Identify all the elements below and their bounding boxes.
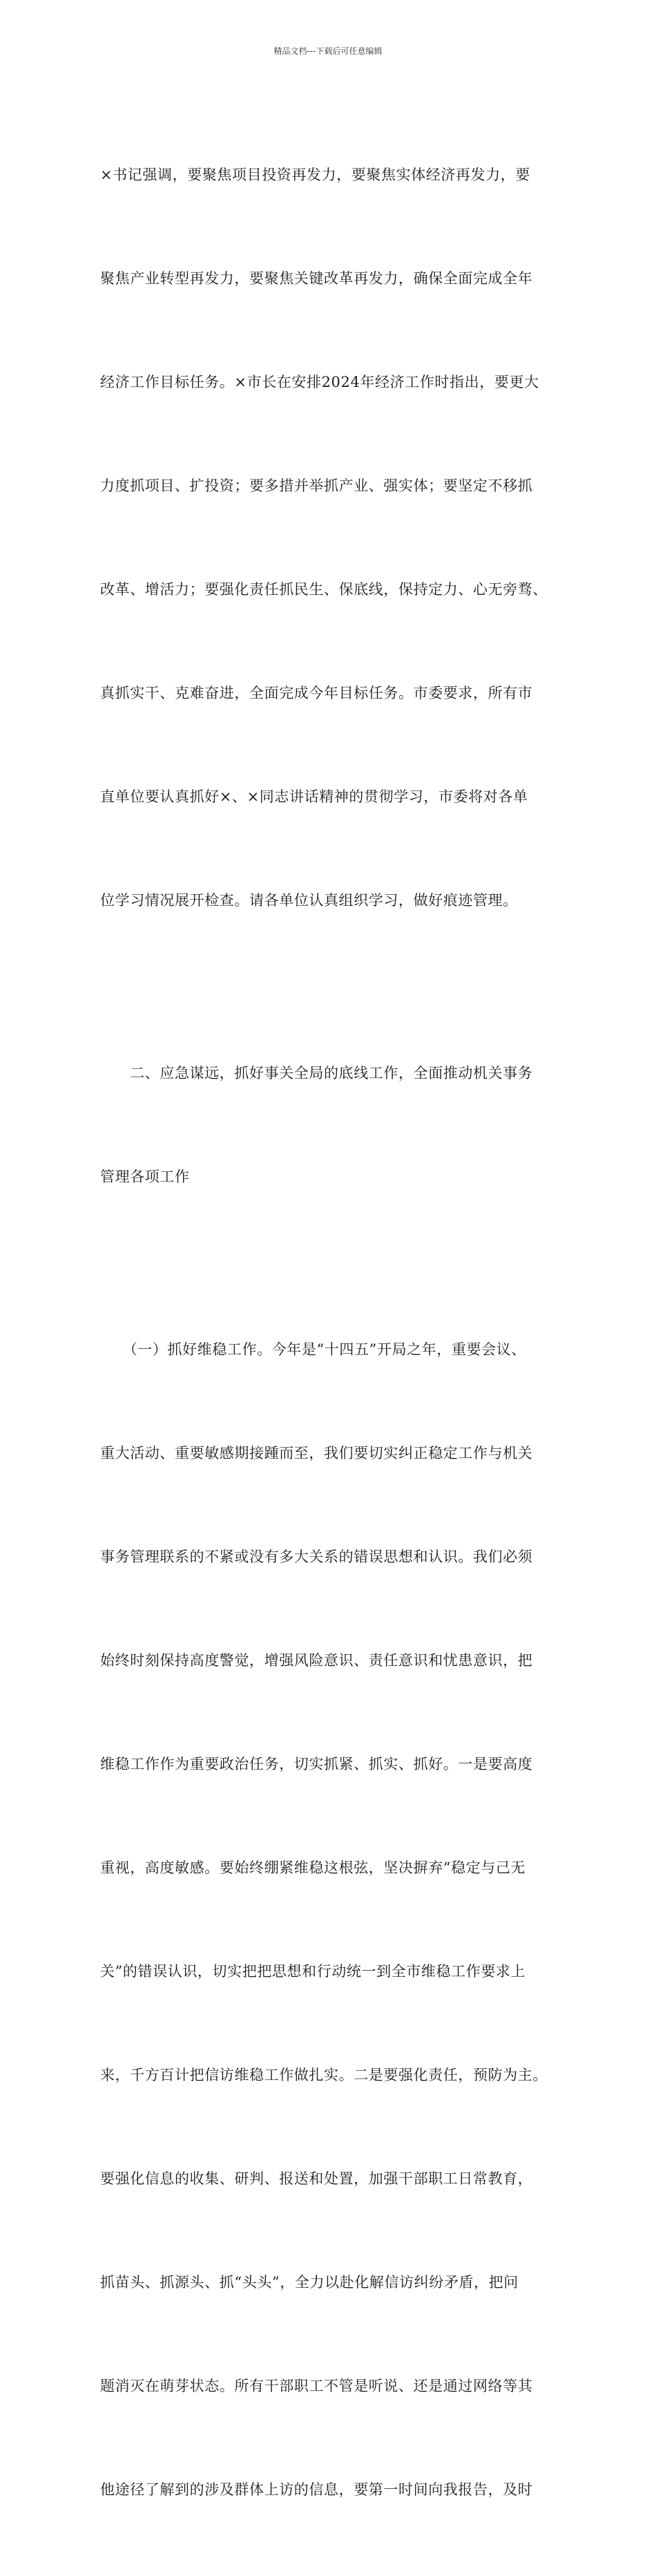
document-body: [100, 88, 577, 2576]
text-line: 他途径了解到的涉及群体上访的信息，要第一时间向我报告，及时: [100, 2481, 533, 2498]
text-line: 真抓实干、克难奋进，全面完成今年目标任务。市委要求，所有市: [100, 685, 533, 701]
text-line: 重大活动、重要敏感期接踵而至，我们要切实纠正稳定工作与机关: [100, 1445, 533, 1461]
text-line: 重视，高度敏感。要始终绷紧维稳这根弦，坚决摒弃“稳定与己无: [100, 1859, 526, 1876]
text-line: 改革、增活力；要强化责任抓民生、保底线，保持定力、心无旁骛、: [100, 581, 548, 598]
text-line: （一）抓好维稳工作。今年是“十四五”开局之年，重要会议、: [100, 1341, 526, 1358]
text-line: 经济工作目标任务。×市长在安排2024年经济工作时指出，要更大: [100, 374, 539, 390]
page-header: 精品文档---下载后可任意编辑: [273, 46, 383, 56]
text-line: 题消灭在萌芽状态。所有干部职工不管是听说、还是通过网络等其: [100, 2378, 533, 2394]
text-line: 位学习情况展开检查。请各单位认真组织学习，做好痕迹管理。: [100, 892, 518, 909]
text-line: 聚焦产业转型再发力，要聚焦关键改革再发力，确保全面完成全年: [100, 270, 533, 287]
text-line: 维稳工作作为重要政治任务，切实抓紧、抓实、抓好。一是要高度: [100, 1756, 533, 1772]
text-line: ×书记强调，要聚焦项目投资再发力，要聚焦实体经济再发力，要: [100, 167, 530, 183]
text-line: 管理各项工作: [100, 1168, 190, 1185]
text-line: 要强化信息的收集、研判、报送和处置，加强干部职工日常教育，: [100, 2170, 533, 2187]
text-line: 直单位要认真抓好×、×同志讲话精神的贯彻学习，市委将对各单: [100, 788, 528, 805]
paragraph-3: [100, 1263, 577, 2576]
text-line: 二、应急谋远，抓好事关全局的底线工作，全面推动机关事务: [100, 1065, 533, 1081]
text-line: 来，千方百计把信访维稳工作做扎实。二是要强化责任，预防为主。: [100, 2067, 548, 2083]
text-line: 力度抓项目、扩投资；要多措并举抓产业、强实体；要坚定不移抓: [100, 477, 533, 494]
paragraph-1: [100, 88, 577, 987]
text-line: 事务管理联系的不紧或没有多大关系的错误思想和认识。我们必须: [100, 1549, 533, 1565]
section-heading-2: [100, 987, 577, 1263]
text-line: 关”的错误认识，切实把把思想和行动统一到全市维稳工作要求上: [100, 1963, 526, 1980]
text-line: 始终时刻保持高度警觉，增强风险意识、责任意识和忧患意识，把: [100, 1652, 533, 1669]
text-line: 抓苗头、抓源头、抓“头头”，全力以赴化解信访纠纷矛盾，把问: [100, 2274, 519, 2291]
